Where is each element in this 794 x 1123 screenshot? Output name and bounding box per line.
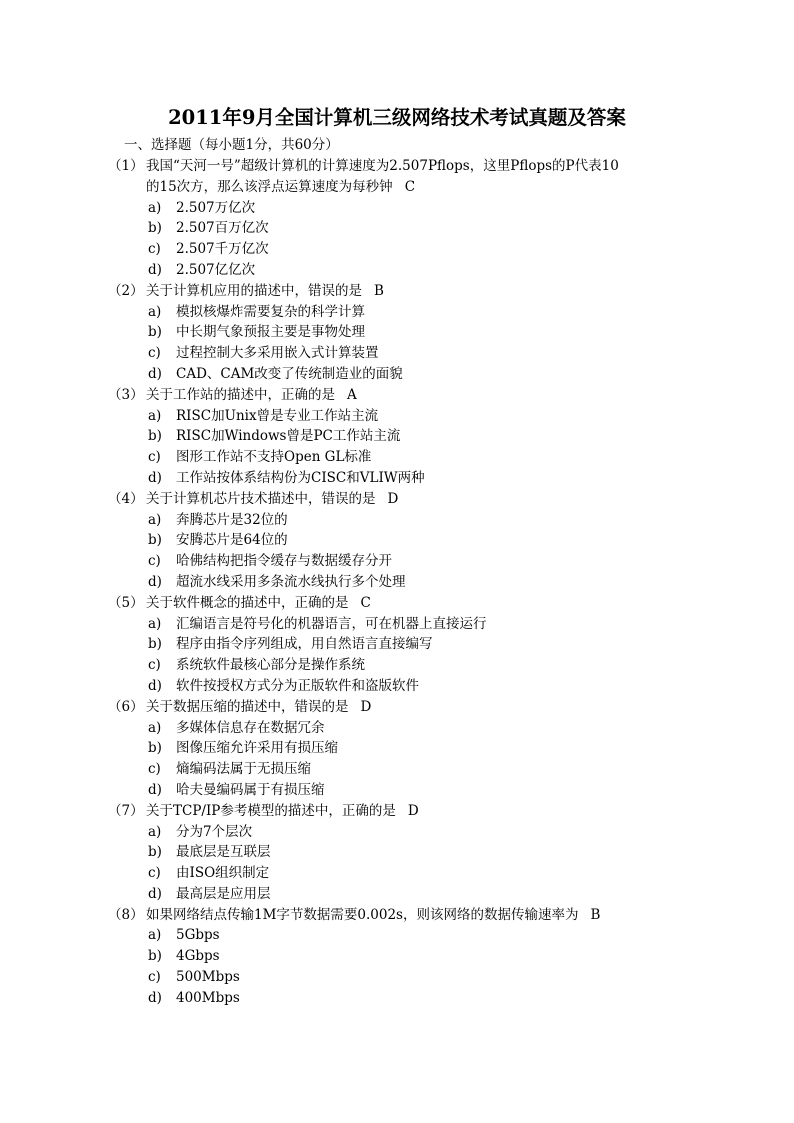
question-stem: 如果网络结点传输1M字节数据需要0.002s，则该网络的数据传输速率为 xyxy=(146,906,579,923)
option-text: 图形工作站不支持Open GL标准 xyxy=(176,449,372,466)
option-text: 分为7个层次 xyxy=(176,823,253,840)
option-letter: a) xyxy=(148,199,162,216)
question-stem: 我国“天河一号”超级计算机的计算速度为2.507Pflops，这里Pflops的P代表10 xyxy=(146,158,619,174)
option-letter: c) xyxy=(148,657,161,674)
option-letter: c) xyxy=(148,761,161,778)
question-number: （3） xyxy=(108,386,144,403)
option-text: 哈夫曼编码属于有损压缩 xyxy=(176,781,325,798)
option-c xyxy=(0,655,794,676)
option-b xyxy=(0,946,794,967)
option-d xyxy=(0,780,794,801)
option-a xyxy=(0,406,794,427)
document-title: 2011年9月全国计算机三级网络技术考试真题及答案 xyxy=(168,106,626,129)
option-text: 2.507百万亿次 xyxy=(176,220,269,237)
option-b xyxy=(0,426,794,447)
option-letter: a) xyxy=(148,927,162,944)
option-letter: d) xyxy=(148,885,162,902)
option-b xyxy=(0,530,794,551)
question-number: （7） xyxy=(108,802,144,819)
question-stem: 关于TCP/IP参考模型的描述中，正确的是 xyxy=(146,802,396,819)
question-stem-continued: 的15次方，那么该浮点运算速度为每秒钟 xyxy=(146,178,393,195)
option-letter: b) xyxy=(148,740,162,757)
question-4 xyxy=(0,489,794,593)
option-letter: a) xyxy=(148,303,162,320)
option-b xyxy=(0,738,794,759)
answer-key: C xyxy=(404,178,416,195)
section-heading: 一、选择题（每小题1分，共60分） xyxy=(124,137,339,153)
option-c xyxy=(0,759,794,780)
option-letter: a) xyxy=(148,615,162,632)
option-c xyxy=(0,863,794,884)
option-text: 图像压缩允许采用有损压缩 xyxy=(176,740,338,757)
option-text: 模拟核爆炸需要复杂的科学计算 xyxy=(176,303,365,320)
question-stem: 关于数据压缩的描述中，错误的是 xyxy=(146,698,349,715)
option-letter: b) xyxy=(148,844,162,861)
option-a xyxy=(0,198,794,219)
option-d xyxy=(0,260,794,281)
option-text: 程序由指令序列组成，用自然语言直接编写 xyxy=(176,636,433,653)
question-number: （1） xyxy=(108,158,144,174)
option-c xyxy=(0,447,794,468)
option-b xyxy=(0,218,794,239)
question-number: （5） xyxy=(108,594,144,611)
question-5 xyxy=(0,593,794,697)
question-7 xyxy=(0,801,794,905)
question-stem: 关于计算机应用的描述中，错误的是 xyxy=(146,282,362,299)
option-text: 奔腾芯片是32位的 xyxy=(176,511,288,528)
option-c xyxy=(0,551,794,572)
option-letter: c) xyxy=(148,553,161,570)
question-2 xyxy=(0,281,794,385)
question-list xyxy=(0,156,794,1009)
option-text: 工作站按体系结构份为CISC和VLIW两种 xyxy=(176,469,425,486)
option-text: 5Gbps xyxy=(176,927,220,944)
option-c xyxy=(0,967,794,988)
option-d xyxy=(0,364,794,385)
option-text: 由ISO组织制定 xyxy=(176,865,270,882)
question-number: （4） xyxy=(108,490,144,507)
option-d xyxy=(0,884,794,905)
option-a xyxy=(0,614,794,635)
option-letter: d) xyxy=(148,365,162,382)
option-text: 中长期气象预报主要是事物处理 xyxy=(176,324,365,341)
option-text: 过程控制大多采用嵌入式计算装置 xyxy=(176,345,379,362)
answer-key: D xyxy=(387,490,399,507)
option-letter: d) xyxy=(148,781,162,798)
question-stem: 关于工作站的描述中，正确的是 xyxy=(146,386,335,403)
option-letter: c) xyxy=(148,865,161,882)
option-letter: c) xyxy=(148,345,161,362)
question-1 xyxy=(0,156,794,281)
option-text: 2.507千万亿次 xyxy=(176,241,269,258)
answer-key: A xyxy=(347,386,357,403)
answer-key: D xyxy=(360,698,372,715)
question-number: （2） xyxy=(108,282,144,299)
option-a xyxy=(0,822,794,843)
question-number: （6） xyxy=(108,698,144,715)
option-text: RISC加Windows曾是PC工作站主流 xyxy=(176,428,401,445)
option-a xyxy=(0,925,794,946)
question-number: （8） xyxy=(108,906,144,923)
option-text: 软件按授权方式分为正版软件和盗版软件 xyxy=(176,677,419,694)
option-b xyxy=(0,634,794,655)
option-letter: b) xyxy=(148,636,162,653)
option-letter: a) xyxy=(148,719,162,736)
option-letter: b) xyxy=(148,324,162,341)
option-text: 熵编码法属于无损压缩 xyxy=(176,761,311,778)
option-a xyxy=(0,718,794,739)
option-text: 500Mbps xyxy=(176,969,240,986)
option-letter: a) xyxy=(148,823,162,840)
option-d xyxy=(0,468,794,489)
option-text: 2.507亿亿次 xyxy=(176,261,256,278)
answer-key: B xyxy=(590,906,601,923)
option-text: 最底层是互联层 xyxy=(176,844,271,861)
option-letter: a) xyxy=(148,407,162,424)
option-c xyxy=(0,343,794,364)
option-letter: d) xyxy=(148,573,162,590)
option-b xyxy=(0,322,794,343)
option-text: CAD、CAM改变了传统制造业的面貌 xyxy=(176,365,403,382)
option-letter: a) xyxy=(148,511,162,528)
option-d xyxy=(0,988,794,1009)
option-letter: d) xyxy=(148,261,162,278)
option-text: 2.507万亿次 xyxy=(176,199,256,216)
question-stem: 关于计算机芯片技术描述中，错误的是 xyxy=(146,490,376,507)
option-text: 汇编语言是符号化的机器语言，可在机器上直接运行 xyxy=(176,615,487,632)
option-text: 系统软件最核心部分是操作系统 xyxy=(176,657,365,674)
option-letter: b) xyxy=(148,428,162,445)
option-c xyxy=(0,239,794,260)
option-text: 多媒体信息存在数据冗余 xyxy=(176,719,325,736)
option-letter: c) xyxy=(148,449,161,466)
option-letter: c) xyxy=(148,969,161,986)
option-text: 最高层是应用层 xyxy=(176,885,271,902)
option-text: RISC加Unix曾是专业工作站主流 xyxy=(176,407,379,424)
option-letter: b) xyxy=(148,948,162,965)
option-a xyxy=(0,510,794,531)
option-text: 超流水线采用多条流水线执行多个处理 xyxy=(176,573,406,590)
option-text: 哈佛结构把指令缓存与数据缓存分开 xyxy=(176,553,392,570)
question-3 xyxy=(0,385,794,489)
option-letter: d) xyxy=(148,989,162,1006)
question-8 xyxy=(0,905,794,1009)
option-letter: b) xyxy=(148,220,162,237)
option-letter: c) xyxy=(148,241,161,258)
option-text: 400Mbps xyxy=(176,989,240,1006)
option-d xyxy=(0,572,794,593)
question-6 xyxy=(0,697,794,801)
option-text: 安腾芯片是64位的 xyxy=(176,532,288,549)
option-letter: d) xyxy=(148,469,162,486)
question-stem: 关于软件概念的描述中，正确的是 xyxy=(146,594,349,611)
option-d xyxy=(0,676,794,697)
option-a xyxy=(0,302,794,323)
answer-key: B xyxy=(374,282,384,299)
option-text: 4Gbps xyxy=(176,948,220,965)
answer-key: C xyxy=(360,594,371,611)
option-letter: b) xyxy=(148,532,162,549)
option-letter: d) xyxy=(148,677,162,694)
option-b xyxy=(0,842,794,863)
answer-key: D xyxy=(407,802,419,819)
